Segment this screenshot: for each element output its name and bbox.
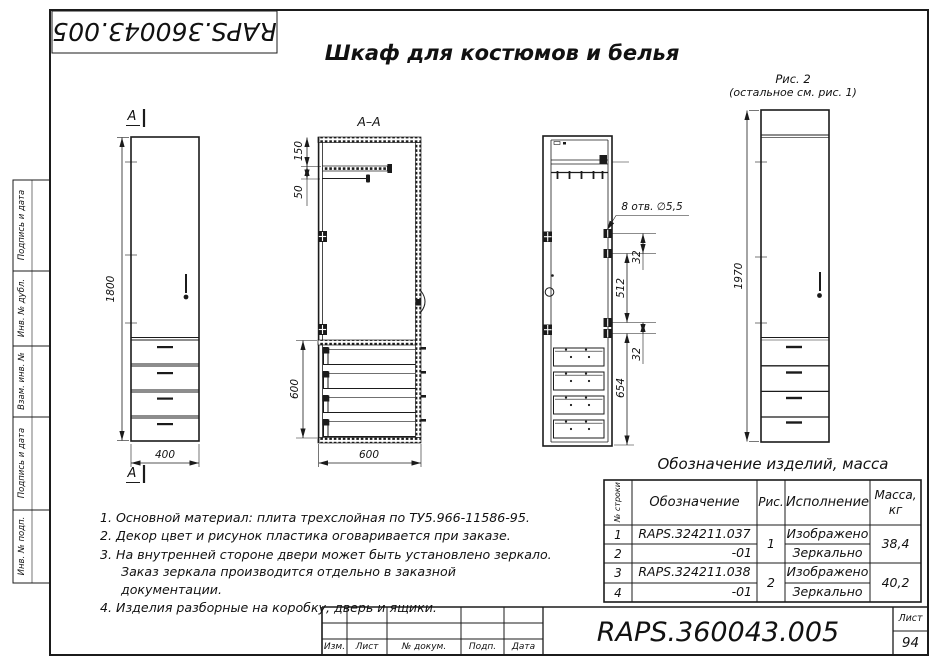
section-mark-bottom: А (127, 466, 137, 481)
titleblock-sheet-label: Лист (898, 613, 923, 625)
dim-bottom-zone-654: 654 (614, 377, 627, 399)
table-row-version: Изображено (786, 526, 869, 542)
margin-label-vzam-inv: Взам. инв. № (16, 352, 27, 410)
dim-hole-32-bottom: 32 (630, 347, 643, 361)
table-row-version: Зеркально (792, 584, 863, 600)
table-row-designation: -01 (731, 584, 752, 600)
dim-shelf-top-offset: 150 (292, 140, 305, 162)
parts-table-col-version: Исполнение (785, 494, 870, 510)
parts-table-col-designation: Обозначение (649, 494, 740, 510)
parts-table-title: Обозначение изделий, масса (657, 454, 889, 473)
margin-label-podpis-data-1: Подпись и дата (16, 189, 27, 261)
fig2-caption: Рис. 2 (775, 71, 811, 86)
table-fig-group-1: 1 (767, 535, 775, 551)
table-mass-group-2: 40,2 (881, 574, 910, 590)
section-drawers (323, 347, 426, 437)
top-designation-stamp: RAPS.360043.005 (52, 17, 277, 47)
holes-note: 8 отв. ∅5,5 (621, 201, 683, 214)
table-row-designation: RAPS.324211.037 (638, 526, 751, 542)
parts-table-col-mass-1: Масса, (874, 488, 917, 502)
parts-table-col-mass-2: кг (888, 503, 903, 517)
dim-rail-offset: 50 (292, 185, 305, 199)
margin-label-podpis-data-2: Подпись и дата (16, 427, 27, 499)
margin-label-inv-podl: Инв. № подп. (16, 516, 27, 576)
notes-block (100, 509, 552, 617)
dim-front-height: 1800 (104, 275, 117, 303)
dim-drawer-zone: 600 (288, 378, 301, 400)
table-row-no: 4 (614, 585, 622, 600)
titleblock-designation: RAPS.360043.005 (596, 616, 840, 648)
table-row-no: 2 (614, 546, 622, 561)
titleblock-sheet-number: 94 (901, 634, 920, 651)
carcass-drawers (554, 348, 605, 438)
titleblock-col-list: Лист (355, 641, 379, 652)
fig2-caption-note: (остальное см. рис. 1) (729, 85, 857, 99)
table-fig-group-2: 2 (767, 574, 775, 590)
note-item: 1. Основной материал: плита трехслойная по ТУ5.966-11586-95. (100, 510, 530, 525)
note-item: 2. Декор цвет и рисунок пластика оговаривается при заказе. (100, 528, 511, 544)
titleblock-col-izm: Изм. (323, 641, 346, 652)
parts-table-col-row-no: № строки (613, 482, 622, 522)
table-mass-group-1: 38,4 (881, 535, 910, 551)
titleblock-col-doc: № докум. (401, 641, 447, 652)
dim-front-width: 400 (154, 449, 176, 462)
margin-label-inv-dubl: Инв. № дубл. (16, 278, 27, 338)
table-row-no: 1 (614, 527, 622, 542)
table-row-designation: RAPS.324211.038 (638, 564, 751, 580)
table-row-version: Изображено (786, 564, 869, 580)
section-mark-top: А (127, 109, 137, 124)
note-item: 3. На внутренней стороне двери может быть установлено зеркало. Заказ зеркала производится отдельно в заказной документации. (100, 546, 552, 597)
titleblock-col-podp: Подп. (468, 641, 497, 652)
parts-table-col-fig: Рис. (758, 495, 784, 509)
note-item: 4. Изделия разборные на коробку, дверь и ящики. (100, 599, 437, 615)
table-row-no: 3 (614, 565, 622, 580)
dim-depth: 600 (358, 449, 380, 462)
section-view-label: А–А (357, 113, 381, 129)
table-row-version: Зеркально (792, 545, 863, 561)
view-section-aa (296, 137, 426, 467)
view-front (117, 109, 199, 483)
dim-hole-32-top: 32 (630, 250, 643, 264)
dim-fig2-height: 1970 (732, 262, 745, 290)
view-fig2 (747, 110, 829, 442)
page-title: Шкаф для костюмов и белья (324, 40, 680, 65)
table-row-designation: -01 (731, 545, 752, 561)
dim-hole-512: 512 (614, 277, 627, 299)
titleblock-col-data: Дата (511, 641, 536, 652)
